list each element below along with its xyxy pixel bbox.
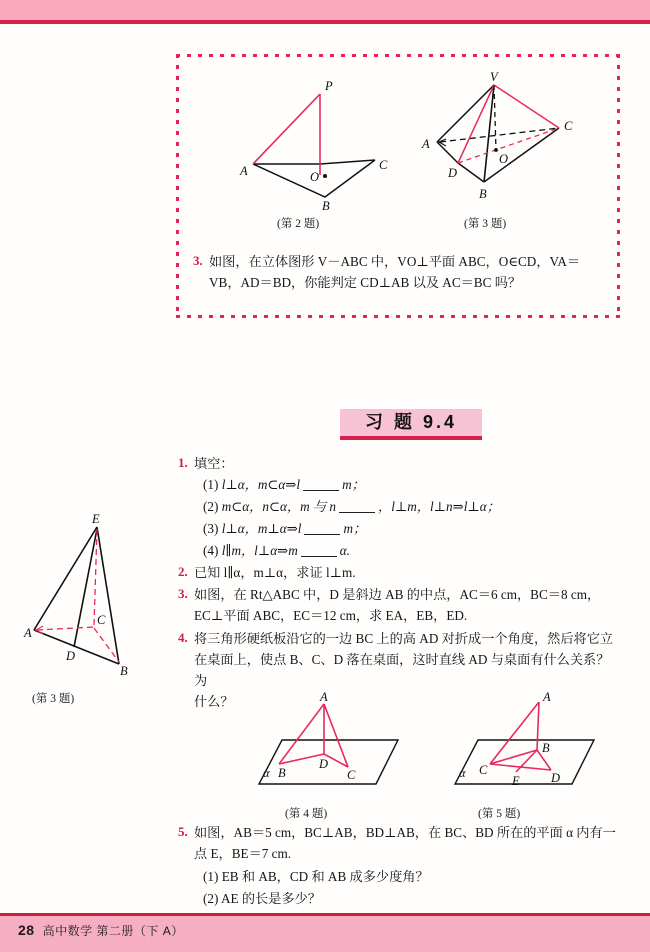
figure-problem-3-left (24, 512, 164, 687)
item-4-before: l∥m，l⊥α⇒m (221, 543, 298, 558)
dotted-border-bottom (176, 315, 620, 318)
problem-3-top-line-1: 如图，在立体图形 V－ABC 中，VO⊥平面 ABC，O∈CD，VA＝ (209, 254, 581, 269)
problem-5-sub1-label: (1) (203, 869, 219, 884)
caption-figure-4: (第 4 题) (285, 808, 328, 820)
figure-problem-3-top (412, 70, 592, 205)
item-2-before: m⊂α，n⊂α，m 与 n (221, 499, 337, 514)
figure3top-label-C: C (564, 119, 573, 133)
figure4-label-alpha: α (263, 766, 270, 780)
page-number: 28 (18, 922, 35, 938)
figure5-label-A: A (543, 690, 551, 704)
item-4-after: α. (339, 543, 350, 558)
figure4-label-D: D (319, 757, 329, 771)
page-book-label: 高中数学 第二册（下 A） (42, 924, 184, 938)
item-2-label: (2) (203, 499, 219, 514)
figure3left-label-E: E (92, 512, 100, 526)
problem-5-text (194, 822, 624, 864)
problem-5-subitem-2 (203, 888, 321, 909)
figure2-label-B: B (322, 199, 330, 213)
figure3top-label-O: O (499, 152, 509, 166)
problem-5-line-2: 点 E，BE＝7 cm. (194, 846, 292, 861)
problem-number-4: 4. (178, 630, 188, 645)
problem-5-sub2-text: AE 的长是多少？ (220, 891, 321, 906)
figure-problem-5 (438, 692, 608, 797)
problem-4-line-2: 在桌面上，使点 B、C、D 落在桌面，这时直线 AD 与桌面有什么关系？为 (194, 652, 610, 688)
problem-number-5: 5. (178, 824, 188, 839)
problem-1-stem: 填空： (194, 456, 234, 471)
figure3left-label-C: C (97, 613, 106, 627)
caption-figure-5: (第 5 题) (478, 808, 521, 820)
page-top-rule (0, 20, 650, 24)
figure5-label-D: D (551, 771, 561, 785)
problem-3-line-1: 如图，在 Rt△ABC 中，D 是斜边 AB 的中点，AC＝6 cm，BC＝8 cm， (194, 587, 601, 602)
problem-3-text (194, 584, 614, 626)
exercise-title-text: 习 题 9.4 (364, 412, 458, 432)
figure3left-label-D: D (66, 649, 76, 663)
page-top-band (0, 0, 650, 20)
figure2-label-P: P (325, 79, 333, 93)
item-3-after: m； (343, 521, 367, 536)
problem-number-2: 2. (178, 564, 188, 579)
problem-1-item-2 (203, 496, 500, 517)
figure5-label-B: B (542, 741, 550, 755)
problem-4-line-3: 什么？ (194, 694, 234, 709)
problem-5-subitem-1 (203, 866, 429, 887)
problem-1-item-4 (203, 540, 350, 561)
caption-figure-3-left: (第 3 题) (32, 693, 75, 705)
problem-number-3-top: 3. (193, 253, 203, 268)
figure4-label-C: C (347, 768, 356, 782)
figure-problem-2 (228, 72, 408, 213)
item-4-blank[interactable] (301, 556, 337, 557)
figure2-label-A: A (240, 164, 248, 178)
problem-5-sub2-label: (2) (203, 891, 219, 906)
problem-1-item-3 (203, 518, 366, 539)
problem-3-top-line-2: VB，AD＝BD，你能判定 CD⊥AB 以及 AC＝BC 吗？ (209, 275, 522, 290)
figure5-label-E: E (512, 774, 520, 788)
item-1-label: (1) (203, 477, 219, 492)
problem-1-item-1 (203, 474, 365, 495)
figure3top-label-D: D (448, 166, 458, 180)
item-1-blank[interactable] (303, 490, 339, 491)
page-footer (18, 922, 184, 939)
problem-2-line-1: 已知 l∥α，m⊥α，求证 l⊥m. (194, 565, 356, 580)
figure2-label-O: O (310, 170, 320, 184)
exercise-title-underline (340, 436, 482, 440)
figure-problem-4 (246, 692, 416, 797)
problem-4-line-1: 将三角形硬纸板沿它的一边 BC 上的高 AD 对折成一个角度，然后将它立 (194, 631, 614, 646)
item-2-blank[interactable] (339, 512, 375, 513)
item-3-label: (3) (203, 521, 219, 536)
item-1-before: l⊥α，m⊂α⇒l (221, 477, 301, 492)
caption-figure-2: (第 2 题) (277, 218, 320, 230)
figure5-label-alpha: α (459, 766, 466, 780)
item-3-blank[interactable] (304, 534, 340, 535)
item-4-label: (4) (203, 543, 219, 558)
dotted-border-right (617, 54, 620, 318)
exercise-title-badge (340, 409, 482, 436)
problem-number-3: 3. (178, 586, 188, 601)
figure2-label-C: C (379, 158, 388, 172)
figure4-label-A: A (320, 690, 328, 704)
dotted-border-left (176, 54, 179, 318)
caption-figure-3-top: (第 3 题) (464, 218, 507, 230)
problem-text-3-top (209, 251, 614, 293)
item-1-after: m； (342, 477, 365, 492)
figure3top-label-V: V (490, 70, 498, 84)
figure4-label-B: B (278, 766, 286, 780)
item-3-before: l⊥α，m⊥α⇒l (221, 521, 302, 536)
figure5-label-C: C (479, 763, 488, 777)
item-2-after: ，l⊥m，l⊥n⇒l⊥α； (378, 499, 500, 514)
figure3left-label-A: A (24, 626, 32, 640)
problem-5-line-1: 如图，AB＝5 cm，BC⊥AB，BD⊥AB，在 BC、BD 所在的平面 α 内有一 (194, 825, 616, 840)
figure3top-label-A: A (422, 137, 430, 151)
figure3left-label-B: B (120, 664, 128, 678)
problem-3-line-2: EC⊥平面 ABC，EC＝12 cm，求 EA，EB，ED. (194, 608, 468, 623)
problem-number-1: 1. (178, 455, 188, 470)
figure3top-label-B: B (479, 187, 487, 201)
dotted-border-top (176, 54, 620, 57)
problem-5-sub1-text: EB 和 AB，CD 和 AB 成多少度角？ (221, 869, 429, 884)
